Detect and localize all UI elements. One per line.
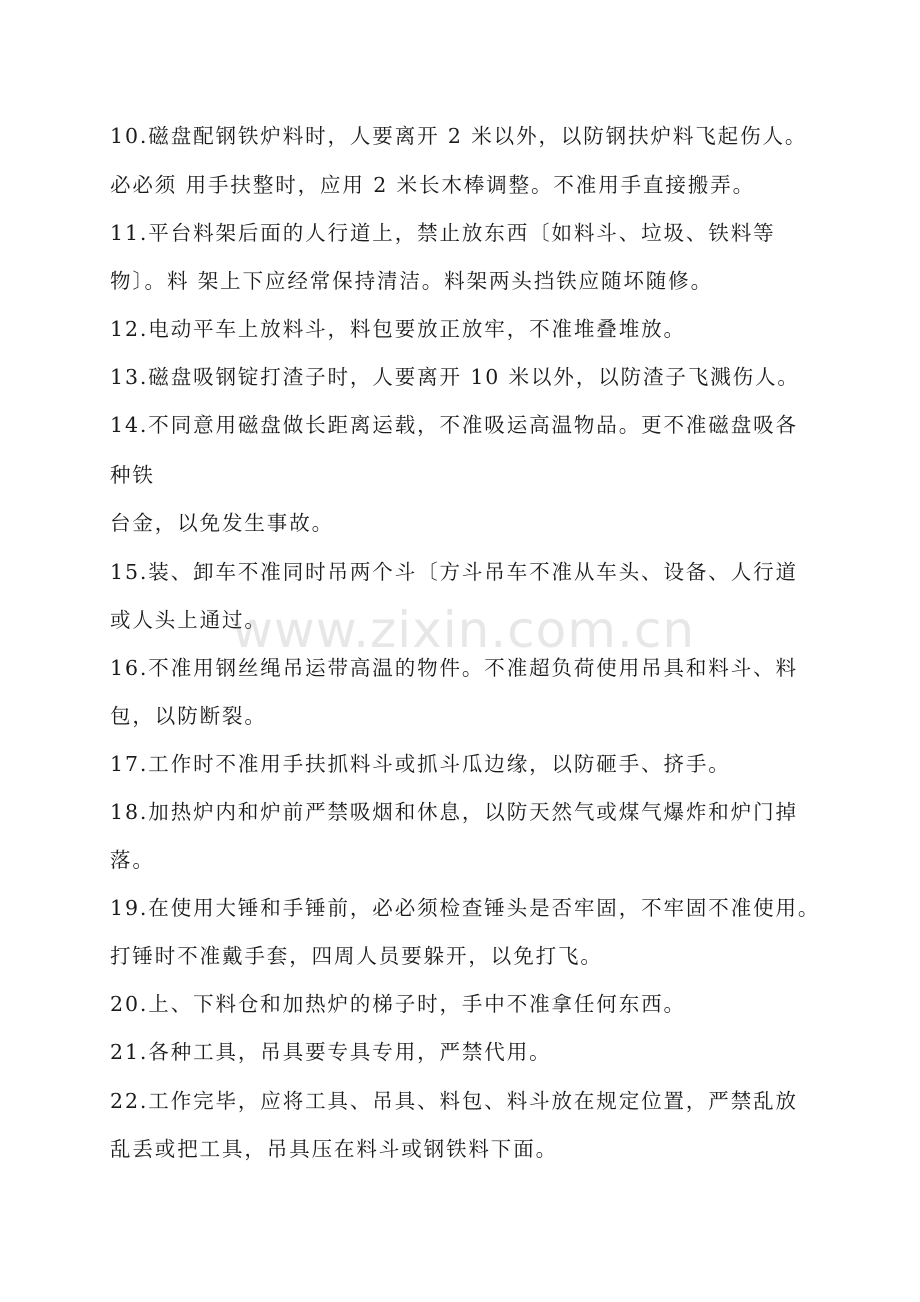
text-line-7: 14.不同意用磁盘做长距离运载，不准吸运高温物品。更不准磁盘吸各 [110,413,798,437]
text-line-2: 必必须 用手扶整时，应用 2 米长木棒调整。不准用手直接搬弄。 [110,173,755,197]
text-line-15: 18.加热炉内和炉前严禁吸烟和休息，以防天然气或煤气爆炸和炉门掉 [110,800,798,824]
text-line-17: 19.在使用大锤和手锤前，必必须检查锤头是否牢固，不牢固不准使用。 [110,896,821,920]
text-line-18: 打锤时不准戴手套，四周人员要躲开，以免打飞。 [110,944,603,968]
text-line-14: 17.工作时不准用手扶抓料斗或抓斗瓜边缘，以防砸手、挤手。 [110,752,731,776]
text-line-12: 16.不准用钢丝绳吊运带高温的物件。不准超负荷使用吊具和料斗、料 [110,656,798,680]
watermark: www.zixin.com.cn [232,601,696,659]
text-line-20: 21.各种工具，吊具要专具专用，严禁代用。 [110,1040,552,1064]
text-line-11: 或人头上通过。 [110,608,267,632]
text-line-22: 乱丢或把工具，吊具压在料斗或钢铁料下面。 [110,1137,558,1161]
text-line-9: 台金，以免发生事故。 [110,511,334,535]
text-line-4: 物〕。料 架上下应经常保持清洁。料架两头挡铁应随坏随修。 [110,269,713,293]
text-line-6: 13.磁盘吸钢锭打渣子时，人要离开 10 米以外，以防渣子飞溅伤人。 [110,365,800,389]
text-line-5: 12.电动平车上放料斗，料包要放正放牢，不准堆叠堆放。 [110,317,686,341]
text-line-10: 15.装、卸车不准同时吊两个斗〔方斗吊车不准从车头、设备、人行道 [110,560,798,584]
text-line-3: 11.平台料架后面的人行道上，禁止放东西〔如料斗、垃圾、铁料等 [110,221,776,245]
text-line-1: 10.磁盘配钢铁炉料时，人要离开 2 米以外，以防钢扶炉料飞起伤人。 [110,124,808,148]
text-line-16: 落。 [110,848,155,872]
text-line-8: 种铁 [110,463,155,487]
text-line-13: 包，以防断裂。 [110,704,267,728]
text-line-19: 20.上、下料仓和加热炉的梯子时，手中不准拿任何东西。 [110,992,686,1016]
text-line-21: 22.工作完毕，应将工具、吊具、料包、料斗放在规定位置，严禁乱放 [110,1089,798,1113]
